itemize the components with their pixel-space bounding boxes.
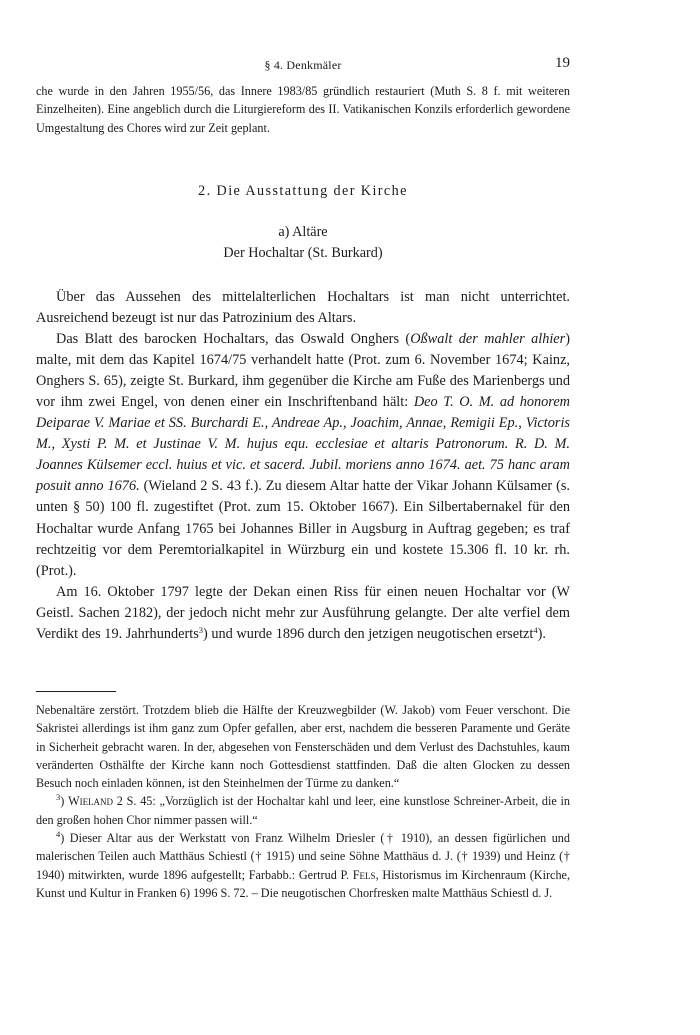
running-head-section: § 4. Denkmäler [264, 58, 342, 72]
footnote-rule [36, 691, 116, 692]
footnotes [36, 701, 570, 902]
footnote-ref-3[interactable]: 3 [198, 624, 204, 635]
paragraph-3 [36, 582, 570, 645]
footnote-4-text-a: ) Dieser Altar aus der Werkstatt von Franz Wilhelm Driesler († 1910), an dessen figürlichen und malerischen Teilen auch Matthäus Schiestl († 1915) und seine Söhne Matthäus d. J. († 1939) und Heinz († 1940) mitwirkten, wurde 1896 aufgestellt; Farbabb.: Gertrud P. [36, 831, 570, 882]
p2-inscription-italic: Deo T. O. M. ad honorem Deiparae V. Mariae et SS. Burchardi E., Andreae Ap., Joachim, Annae, Remigii Ep., Victoris M., Xysti P. M. et Justinae V. M. hujus equ. ecclesiae et altaris Patronorum. R. D. M. Joannes Külsemer eccl. huius et vic. et sacerd. Jubil. moriens anno 1674. aet. 75 hanc aram posuit anno 1676. [36, 394, 570, 495]
p2-text-c: (Wieland 2 S. 43 f.). Zu diesem Altar hatte der Vikar Johann Külsamer (s. unten § 50) 100 fl. zugestiftet (Prot. zum 15. Oktober 1667). Ein Silbertabernakel für den Hochaltar wurde Anfang 1765 bei Johannes Biller in Augsburg in Auftrag gegeben; es traf rechtzeitig vor dem Peremtorialkapitel in Würzburg ein und kostete 15.306 fl. 10 kr. rh. (Prot.). [36, 478, 570, 579]
footnote-3-author: Wieland [68, 794, 114, 809]
footnote-4 [36, 829, 570, 902]
footnote-3-text: 2 S. 45: „Vorzüglich ist der Hochaltar kahl und leer, eine kunstlose Schreiner-Arbeit, die in den großen hohen Chor nimmer passen will.“ [36, 794, 570, 827]
footnote-continued: Nebenaltäre zerstört. Trotzdem blieb die Hälfte der Kreuzwegbilder (W. Jakob) vom Feuer verschont. Die Sakristei allerdings ist ihm ganz zum Opfer gefallen, aber erst, nachdem die besseren Paramente und Geräte in Sicherheit gebracht waren. In der, abgesehen von Fensterschäden und dem Verlust des Dachstuhles, kaum veränderten Osthälfte der Kirche kann noch Gottesdienst stattfinden. Daß die alten Glocken zu dessen Besuch noch einladen können, ist den Steinhelmen der Türme zu danken.“ [36, 703, 570, 791]
p3-text-a: Am 16. Oktober 1797 legte der Dekan einen Riss für einen neuen Hochaltar vor (W Geistl. Sachen 2182), der jedoch nicht mehr zur Ausführung gelangte. Der alte verfiel dem Verdikt des 19. Jahrhunderts [36, 583, 570, 642]
paragraph-2 [36, 329, 570, 582]
footnote-3: $^3$) Wieland 2 S. 45: „Vorzüglich ist der Hochaltar kahl und leer, eine kunstlose Schreiner-Arbeit, die in den großen hohen Chor nimmer passen will.“ [36, 792, 570, 827]
footnote-4-author: Fels [352, 867, 376, 882]
footnote-3-number: 3 [56, 792, 61, 803]
footnote-ref-4[interactable]: 4 [533, 624, 538, 635]
paragraph-1: Über das Aussehen des mittelalterlichen Hochaltars ist man nicht unterrichtet. Ausreichend bezeugt ist nur das Patrozinium des Altars. [36, 289, 570, 327]
subsection-heading: a) Altäre [278, 224, 328, 240]
footnote-4-number: 4 [56, 829, 61, 840]
main-text [36, 287, 570, 645]
running-head [36, 55, 570, 75]
p2-text-a: Das Blatt des barocken Hochaltars, das Oswald Onghers ( [56, 331, 411, 348]
footnote-4-text-b: , Historismus im Kirchenraum (Kirche, Kunst und Kultur in Franken 6) 1996 S. 72. – Die neugotischen Chorfresken malte Matthäus Schiestl d. J. [36, 867, 570, 900]
subsection-subheading: Der Hochaltar (St. Burkard) [223, 245, 383, 261]
p2-quote-italic: Oßwalt der mahler alhier [410, 331, 566, 348]
p3-text-b: ) und wurde 1896 durch den jetzigen neugotischen ersetzt [203, 625, 534, 642]
p2-text-b: ) malte, mit dem das Kapitel 1674/75 verhandelt hatte (Prot. zum 6. November 1674; Kainz, Onghers S. 65), zeigte St. Burkard, ihm gegenüber die Kirche am Fuße des Marienbergs und vor ihm zwei Engel, von denen einer ein Inschriftenband hält: [36, 331, 570, 411]
continued-paragraph: che wurde in den Jahren 1955/56, das Innere 1983/85 gründlich restauriert (Muth S. 8 f. mit weiteren Einzelheiten). Eine angeblich durch die Liturgiereform des II. Vatikanischen Konzils erforderlich gewordene Umgestaltung des Chores wird zur Zeit geplant. [36, 84, 570, 135]
p3-text-c: ). [537, 625, 546, 642]
page-number: 19 [555, 55, 570, 71]
section-title: 2. Die Ausstattung der Kirche [198, 183, 408, 199]
